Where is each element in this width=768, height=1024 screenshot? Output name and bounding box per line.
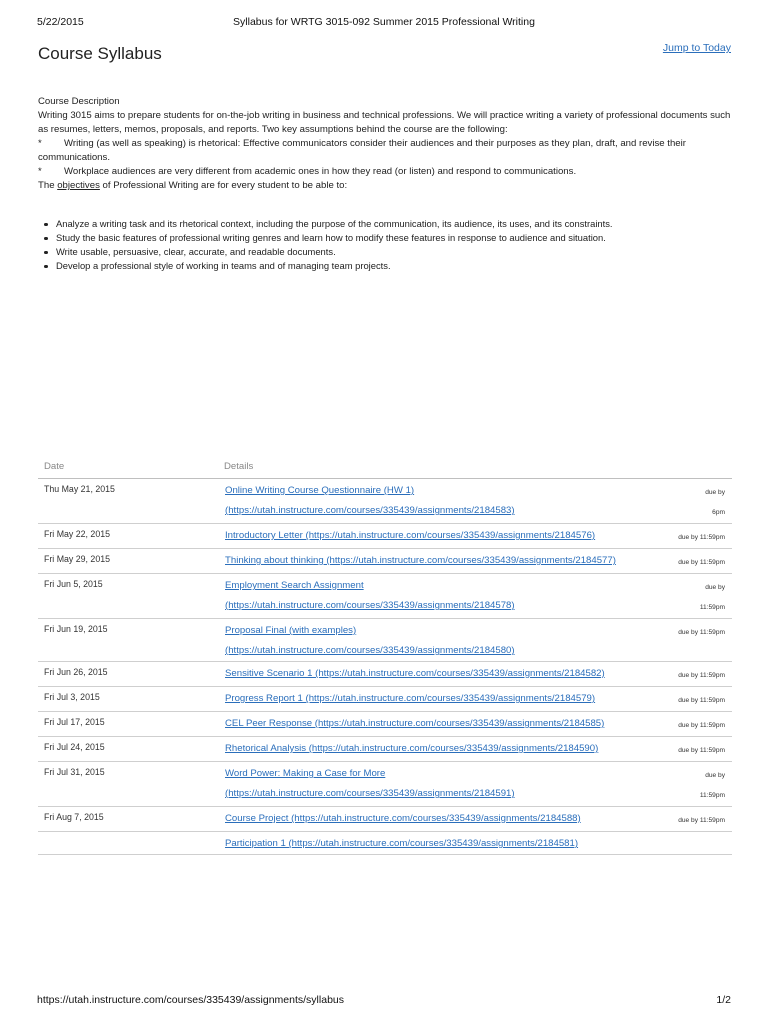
assignment-link[interactable]: Employment Search Assignment [225, 580, 364, 591]
table-row [38, 574, 732, 619]
due-label: due by [705, 489, 725, 496]
assumption-2 [38, 165, 731, 179]
table-row [38, 549, 732, 574]
assumption-2-text: Workplace audiences are very different from academic ones in how they read (or listen) and respond to communications. [64, 166, 577, 177]
list-item: Study the basic features of professional writing genres and learn how to modify these features in response to audience and situation. [56, 231, 731, 245]
due-time: due by 11:59pm [635, 807, 732, 832]
objectives-prefix: The [38, 180, 58, 191]
assignment-cell [218, 549, 635, 574]
due-time: due by 11:59pm [635, 662, 732, 687]
assumption-1-text: Writing (as well as speaking) is rhetorical: Effective communicators consider their audiences and their purposes as they plan, draft, and revise their communications. [38, 138, 686, 163]
due-time [635, 574, 732, 619]
assignment-url-link[interactable]: (https://utah.instructure.com/courses/335439/assignments/2184578) [225, 600, 515, 611]
course-description-heading: Course Description [38, 96, 120, 107]
due-date: Fri May 29, 2015 [38, 549, 218, 574]
assignment-cell [218, 737, 635, 762]
due-time [635, 479, 732, 524]
assignment-url-link[interactable]: (https://utah.instructure.com/courses/335439/assignments/2184583) [225, 505, 515, 516]
table-row [38, 687, 732, 712]
assignment-link[interactable]: Sensitive Scenario 1 (https://utah.instructure.com/courses/335439/assignments/2184582) [225, 668, 605, 679]
list-item: Develop a professional style of working in teams and of managing team projects. [56, 259, 731, 273]
table-row [38, 737, 732, 762]
assignment-cell [218, 524, 635, 549]
assignment-url-link[interactable]: (https://utah.instructure.com/courses/335439/assignments/2184580) [225, 645, 515, 656]
due-time: due by 11:59pm [635, 712, 732, 737]
assignment-cell [218, 662, 635, 687]
due-date [38, 832, 218, 855]
assignment-cell [218, 479, 635, 524]
due-date: Fri Jun 5, 2015 [38, 574, 218, 619]
intro-paragraph: Writing 3015 aims to prepare students for on-the-job writing in business and technical professions. We will practice writing a variety of professional documents such as resumes, letters, memos, proposals, and reports. Two key assumptions behind the course are the following: [38, 110, 731, 135]
table-row [38, 807, 732, 832]
objectives-link[interactable]: objectives [57, 180, 100, 191]
jump-to-today-link[interactable]: Jump to Today [662, 42, 731, 54]
date-column-header: Date [38, 456, 218, 479]
due-date: Fri Jul 31, 2015 [38, 762, 218, 807]
assignment-cell [218, 807, 635, 832]
assignment-link[interactable]: CEL Peer Response (https://utah.instructure.com/courses/335439/assignments/2184585) [225, 718, 605, 729]
due-time [635, 762, 732, 807]
assignment-link[interactable]: Word Power: Making a Case for More [225, 768, 386, 779]
assignment-link[interactable]: Rhetorical Analysis (https://utah.instructure.com/courses/335439/assignments/2184590) [225, 743, 599, 754]
due-time: due by 11:59pm [635, 687, 732, 712]
print-title: Syllabus for WRTG 3015-092 Summer 2015 Professional Writing [233, 16, 535, 28]
assignment-cell [218, 762, 635, 807]
table-row [38, 662, 732, 687]
assumption-1 [38, 137, 731, 165]
objectives-list [38, 217, 731, 273]
table-row [38, 762, 732, 807]
assignment-link[interactable]: Progress Report 1 (https://utah.instructure.com/courses/335439/assignments/2184579) [225, 693, 596, 704]
due-time-value: 11:59pm [699, 792, 725, 799]
assignment-cell [218, 832, 635, 855]
print-date: 5/22/2015 [37, 16, 84, 28]
table-row [38, 832, 732, 855]
assignment-cell [218, 712, 635, 737]
page-number: 1/2 [716, 994, 731, 1006]
due-date: Fri Jun 26, 2015 [38, 662, 218, 687]
print-header [37, 16, 731, 30]
due-date: Fri Jul 24, 2015 [38, 737, 218, 762]
assignment-link[interactable]: Thinking about thinking (https://utah.instructure.com/courses/335439/assignments/2184577) [225, 555, 616, 566]
assignment-link[interactable]: Introductory Letter (https://utah.instructure.com/courses/335439/assignments/2184576) [225, 530, 596, 541]
due-time-value: 6pm [712, 509, 725, 516]
due-date: Fri Jul 3, 2015 [38, 687, 218, 712]
table-row [38, 524, 732, 549]
details-column-header: Details [218, 456, 732, 479]
due-time: due by 11:59pm [635, 619, 732, 662]
table-row [38, 712, 732, 737]
page-title: Course Syllabus [38, 44, 162, 63]
assignment-link[interactable]: Participation 1 (https://utah.instructure.com/courses/335439/assignments/2184581) [225, 838, 579, 849]
print-footer [37, 994, 731, 1008]
due-label: due by [705, 584, 725, 591]
due-date: Thu May 21, 2015 [38, 479, 218, 524]
assignment-link[interactable]: Course Project (https://utah.instructure.com/courses/335439/assignments/2184588) [225, 813, 581, 824]
table-header-row [38, 456, 732, 479]
assignment-cell [218, 619, 635, 662]
bullet-marker: * [38, 138, 42, 149]
assignment-cell [218, 574, 635, 619]
due-date: Fri Aug 7, 2015 [38, 807, 218, 832]
assignment-url-link[interactable]: (https://utah.instructure.com/courses/335439/assignments/2184591) [225, 788, 515, 799]
due-date: Fri Jul 17, 2015 [38, 712, 218, 737]
assignment-link[interactable]: Proposal Final (with examples) [225, 625, 357, 636]
list-item: Write usable, persuasive, clear, accurate, and readable documents. [56, 245, 731, 259]
due-time [635, 832, 732, 855]
assignment-cell [218, 687, 635, 712]
due-time: due by 11:59pm [635, 549, 732, 574]
bullet-marker: * [38, 166, 42, 177]
objectives-suffix: of Professional Writing are for every student to be able to: [99, 180, 348, 191]
table-row [38, 619, 732, 662]
assignment-link[interactable]: Online Writing Course Questionnaire (HW 1) [225, 485, 415, 496]
due-time: due by 11:59pm [635, 737, 732, 762]
print-url: https://utah.instructure.com/courses/335439/assignments/syllabus [37, 994, 344, 1006]
due-time-value: 11:59pm [699, 604, 725, 611]
due-date: Fri Jun 19, 2015 [38, 619, 218, 662]
schedule-table [38, 456, 732, 855]
table-row [38, 479, 732, 524]
due-time: due by 11:59pm [635, 524, 732, 549]
syllabus-content [38, 95, 731, 273]
due-label: due by [705, 772, 725, 779]
due-date: Fri May 22, 2015 [38, 524, 218, 549]
list-item: Analyze a writing task and its rhetorical context, including the purpose of the communication, its audience, its uses, and its constraints. [56, 217, 731, 231]
objectives-intro [38, 179, 731, 193]
